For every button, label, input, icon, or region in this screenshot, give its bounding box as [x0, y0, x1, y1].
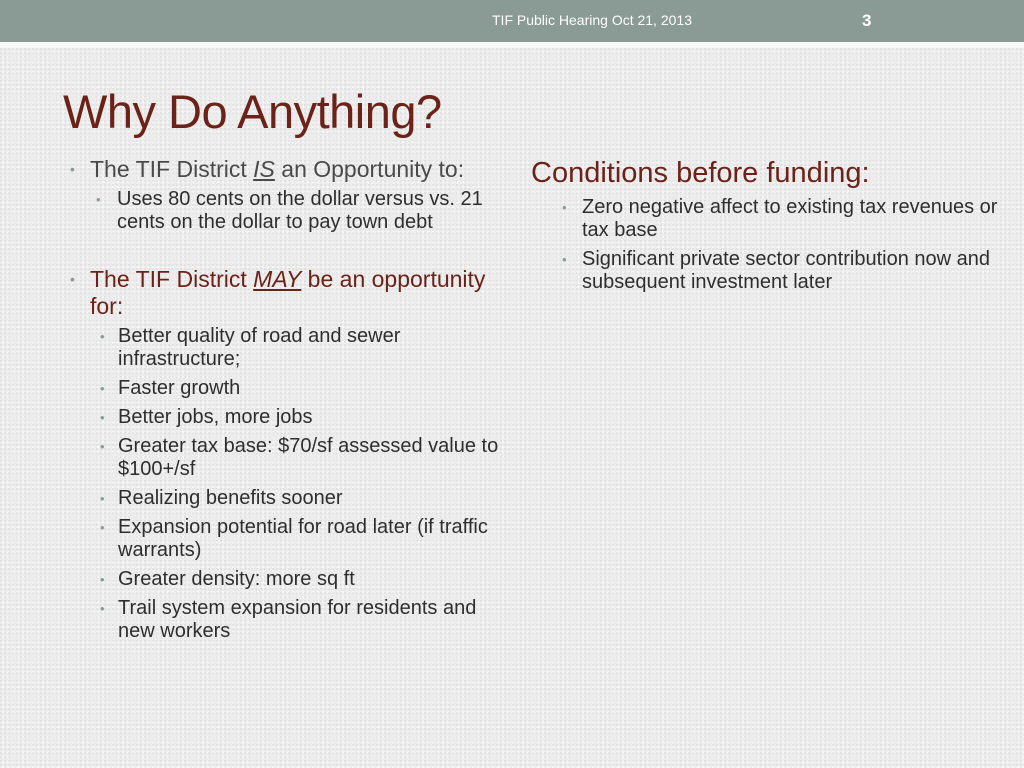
bullet-dot-icon: •: [100, 381, 105, 396]
bullet-list: [64, 156, 504, 643]
bullet-dot-icon: •: [562, 252, 567, 267]
bullet-dot-icon: •: [100, 572, 105, 587]
sub-bullet-text: Expansion potential for road later (if traffic warrants): [118, 516, 488, 561]
sub-bullet-text: Better quality of road and sewer infrastructure;: [118, 325, 401, 370]
bullet-suffix: an Opportunity to:: [274, 156, 465, 182]
conditions-list: [531, 196, 1011, 294]
sub-bullet-list: [90, 188, 504, 234]
bullet-dot-icon: •: [96, 192, 101, 207]
bullet-dot-icon: •: [100, 601, 105, 616]
bullet-dot-icon: •: [70, 161, 75, 177]
bullet-group-is: [64, 156, 504, 234]
sub-bullet-text: Better jobs, more jobs: [118, 406, 313, 428]
bullet-prefix: The TIF District: [90, 156, 254, 182]
sub-bullet-item: [90, 435, 504, 481]
sub-bullet-item: [90, 377, 504, 400]
condition-text: Significant private sector contribution now and subsequent investment later: [582, 248, 991, 293]
sub-bullet-list: [90, 325, 504, 643]
condition-item: [530, 196, 1011, 242]
condition-text: Zero negative affect to existing tax revenues or tax base: [582, 196, 998, 241]
sub-bullet-item: [86, 188, 504, 234]
sub-bullet-text: Realizing benefits sooner: [118, 487, 343, 509]
slide-title: Why Do Anything?: [63, 85, 442, 138]
slide-number: 3: [862, 11, 872, 30]
bullet-dot-icon: •: [100, 491, 105, 506]
left-column: [64, 156, 504, 649]
sub-bullet-item: [90, 487, 504, 510]
bullet-dot-icon: •: [70, 271, 75, 287]
bullet-prefix: The TIF District: [90, 266, 254, 292]
bullet-dot-icon: •: [100, 329, 105, 344]
sub-bullet-item: [90, 568, 504, 591]
bullet-dot-icon: •: [100, 410, 105, 425]
sub-bullet-item: [90, 516, 504, 562]
bullet-suffix: be an opportunity for:: [90, 266, 486, 319]
header-text: TIF Public Hearing Oct 21, 2013: [492, 12, 692, 28]
bullet-dot-icon: •: [562, 200, 567, 215]
conditions-heading: Conditions before funding:: [531, 157, 870, 189]
sub-bullet-text: Greater tax base: $70/sf assessed value to $100+/sf: [118, 435, 499, 480]
sub-bullet-text: Faster growth: [118, 377, 241, 399]
sub-bullet-text: Trail system expansion for residents and new workers: [118, 597, 477, 642]
condition-item: [530, 248, 1011, 294]
sub-bullet-text: Uses 80 cents on the dollar versus vs. 21 cents on the dollar to pay town debt: [117, 188, 483, 233]
bullet-emphasis: MAY: [253, 266, 302, 292]
sub-bullet-text: Greater density: more sq ft: [118, 568, 355, 590]
bullet-dot-icon: •: [100, 520, 105, 535]
header-divider: [0, 42, 1024, 48]
right-column: [531, 156, 1011, 300]
sub-bullet-item: [90, 406, 504, 429]
bullet-dot-icon: •: [100, 439, 105, 454]
bullet-group-may: [64, 266, 504, 643]
sub-bullet-item: [90, 325, 504, 371]
sub-bullet-item: [90, 597, 504, 643]
bullet-emphasis: IS: [253, 156, 275, 182]
